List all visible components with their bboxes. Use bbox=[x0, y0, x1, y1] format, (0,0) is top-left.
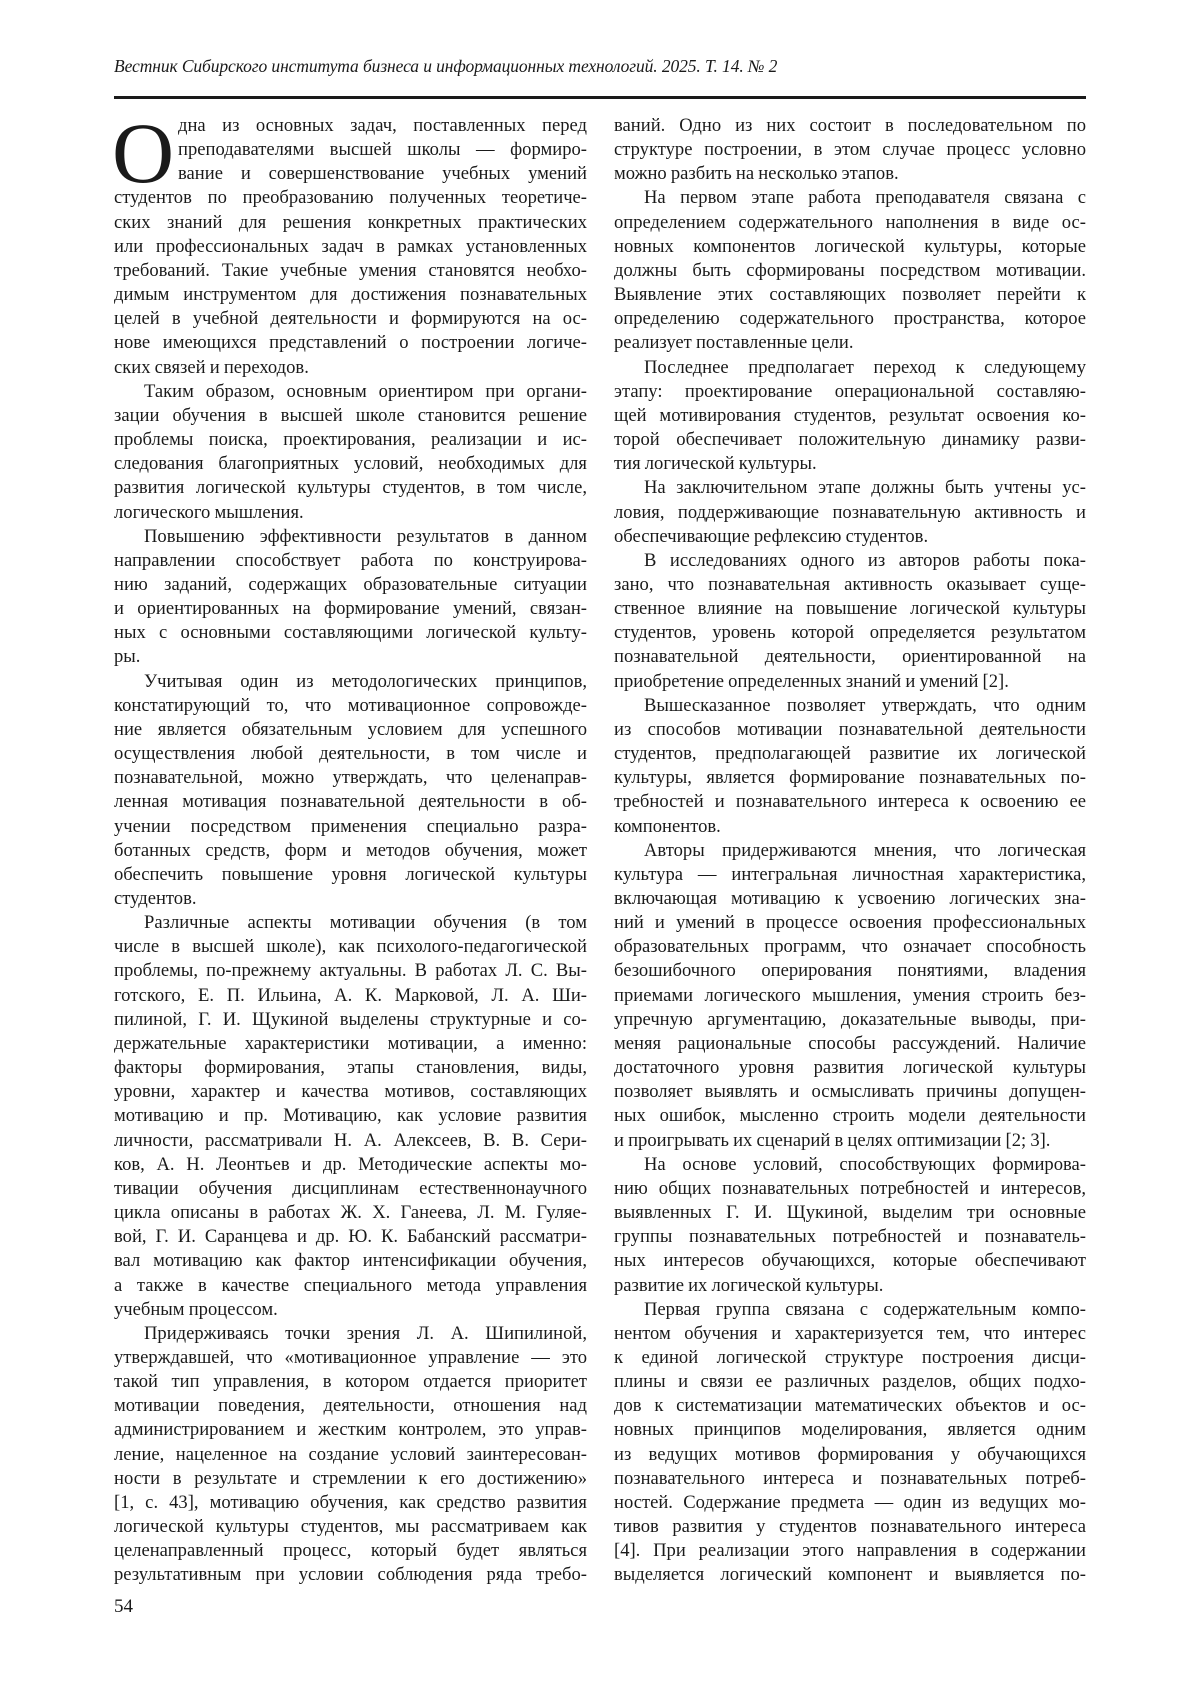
text-line: учении посредством применения специально разра- bbox=[114, 815, 587, 839]
text-line: обеспечивающие рефлексию студентов. bbox=[614, 525, 1086, 549]
text-line: приемами логического мышления, умения строить без- bbox=[614, 984, 1086, 1008]
text-line: ленная мотивация познавательной деятельности в об- bbox=[114, 790, 587, 814]
text-line: ных ошибок, мысленно строить модели деятельности bbox=[614, 1104, 1086, 1128]
text-line: меняя рациональные способы рассуждений. Наличие bbox=[614, 1032, 1086, 1056]
text-line: включающая мотивацию к усвоению логических зна- bbox=[614, 887, 1086, 911]
text-line: готского, Е. П. Ильина, А. К. Марковой, Л. А. Ши- bbox=[114, 984, 587, 1008]
text-line: к единой логической структуре построения дисци- bbox=[614, 1346, 1086, 1370]
text-line: На заключительном этапе должны быть учтены ус- bbox=[614, 476, 1086, 500]
text-line: результативным при условии соблюдения ряда требо- bbox=[114, 1563, 587, 1587]
journal-running-header: Вестник Сибирского института бизнеса и информационных технологий. 2025. Т. 14. № 2 bbox=[114, 56, 777, 77]
drop-cap: О bbox=[112, 110, 174, 196]
text-line: Вышесказанное позволяет утверждать, что одним bbox=[614, 694, 1086, 718]
text-line: познавательной деятельности, ориентированной на bbox=[614, 645, 1086, 669]
text-line: Выявление этих составляющих позволяет перейти к bbox=[614, 283, 1086, 307]
paragraph bbox=[114, 670, 587, 912]
text-line: ских связей и переходов. bbox=[114, 356, 587, 380]
text-line: щей мотивирования студентов, результат освоения ко- bbox=[614, 404, 1086, 428]
text-line: культуры, является формирование познавательных по- bbox=[614, 766, 1086, 790]
text-line: нове имеющихся представлений о построении логиче- bbox=[114, 331, 587, 355]
text-line: или профессиональных задач в рамках установленных bbox=[114, 235, 587, 259]
text-line: и проигрывать их сценарий в целях оптимизации [2; 3]. bbox=[614, 1129, 1086, 1153]
text-line: вой, Г. И. Саранцева и др. Ю. К. Бабанский рассматри- bbox=[114, 1225, 587, 1249]
text-line: ботанных средств, форм и методов обучения, может bbox=[114, 839, 587, 863]
paragraph bbox=[114, 1322, 587, 1588]
text-line: структуре построении, в этом случае процесс условно bbox=[614, 138, 1086, 162]
text-line: можно разбить на несколько этапов. bbox=[614, 162, 1086, 186]
text-line: тивов развития у студентов познавательного интереса bbox=[614, 1515, 1086, 1539]
text-line: следования благоприятных условий, необходимых для bbox=[114, 452, 587, 476]
paragraph bbox=[114, 525, 587, 670]
text-line: ний и умений в процессе освоения профессиональных bbox=[614, 911, 1086, 935]
text-line: обеспечить повышение уровня логической культуры bbox=[114, 863, 587, 887]
text-line: требностей и познавательного интереса к освоению ее bbox=[614, 790, 1086, 814]
paragraph bbox=[614, 356, 1086, 477]
text-line: реализует поставленные цели. bbox=[614, 331, 1086, 355]
text-line: Авторы придерживаются мнения, что логическая bbox=[614, 839, 1086, 863]
text-line: познавательного интереса и познавательных потреб- bbox=[614, 1467, 1086, 1491]
text-line: димым инструментом для достижения познавательных bbox=[114, 283, 587, 307]
text-line: зано, что познавательная активность оказывает суще- bbox=[614, 573, 1086, 597]
text-line: цикла описаны в работах Ж. Х. Ганеева, Л. М. Гуляе- bbox=[114, 1201, 587, 1225]
paragraph bbox=[614, 476, 1086, 548]
text-line: из способов мотивации познавательной деятельности bbox=[614, 718, 1086, 742]
paragraph bbox=[614, 114, 1086, 186]
text-line: новных принципов моделирования, является одним bbox=[614, 1418, 1086, 1442]
text-line: тивации обучения дисциплинам естественнонаучного bbox=[114, 1177, 587, 1201]
paragraph bbox=[614, 1153, 1086, 1298]
text-line: логической культуры студентов, мы рассматриваем как bbox=[114, 1515, 587, 1539]
text-line: проблемы поиска, проектирования, реализации и ис- bbox=[114, 428, 587, 452]
text-line: должны быть сформированы посредством мотивации. bbox=[614, 259, 1086, 283]
text-line: вал мотивацию как фактор интенсификации обучения, bbox=[114, 1249, 587, 1273]
text-line: администрированием и жестким контролем, это управ- bbox=[114, 1418, 587, 1442]
text-line: ности в результате и стремлении к его достижению» bbox=[114, 1467, 587, 1491]
text-line: этапу: проектирование операциональной составляю- bbox=[614, 380, 1086, 404]
text-line: учебным процессом. bbox=[114, 1298, 587, 1322]
text-line: ков, А. Н. Леонтьев и др. Методические аспекты мо- bbox=[114, 1153, 587, 1177]
text-line: Повышению эффективности результатов в данном bbox=[114, 525, 587, 549]
text-line: определению содержательного пространства, которое bbox=[614, 307, 1086, 331]
text-line: приобретение определенных знаний и умений [2]. bbox=[614, 670, 1086, 694]
text-line: упречную аргументацию, доказательные выводы, при- bbox=[614, 1008, 1086, 1032]
header-divider bbox=[114, 96, 1086, 99]
text-line: ских знаний для решения конкретных практических bbox=[114, 211, 587, 235]
text-line: требований. Такие учебные умения становятся необхо- bbox=[114, 259, 587, 283]
text-line: нию общих познавательных потребностей и интересов, bbox=[614, 1177, 1086, 1201]
text-line: ных интересов обучающихся, которые обеспечивают bbox=[614, 1249, 1086, 1273]
text-line: развития логической культуры студентов, в том числе, bbox=[114, 476, 587, 500]
paragraph bbox=[114, 114, 587, 380]
text-line: зации обучения в высшей школе становится решение bbox=[114, 404, 587, 428]
text-line: из ведущих мотивов формирования у обучающихся bbox=[614, 1443, 1086, 1467]
paragraph bbox=[114, 380, 587, 525]
text-line: плины и связи ее различных разделов, общих подхо- bbox=[614, 1370, 1086, 1394]
text-line: числе в высшей школе), как психолого-педагогической bbox=[114, 935, 587, 959]
text-line: пилиной, Г. И. Щукиной выделены структурные и со- bbox=[114, 1008, 587, 1032]
paragraph bbox=[614, 549, 1086, 694]
text-line: утверждавшей, что «мотивационное управление — это bbox=[114, 1346, 587, 1370]
text-line: и ориентированных на формирование умений, связан- bbox=[114, 597, 587, 621]
text-line: студентов. bbox=[114, 887, 587, 911]
text-line: достаточного уровня развития логической культуры bbox=[614, 1056, 1086, 1080]
page-number: 54 bbox=[114, 1596, 133, 1618]
text-line: ловия, поддерживающие познавательную активность и bbox=[614, 501, 1086, 525]
paragraph bbox=[114, 911, 587, 1322]
text-line: Последнее предполагает переход к следующему bbox=[614, 356, 1086, 380]
text-line: целенаправленный процесс, который будет являться bbox=[114, 1539, 587, 1563]
text-line: На основе условий, способствующих формирова- bbox=[614, 1153, 1086, 1177]
text-line: образовательных программ, что означает способность bbox=[614, 935, 1086, 959]
paragraph bbox=[614, 694, 1086, 839]
text-line: нентом обучения и характеризуется тем, что интерес bbox=[614, 1322, 1086, 1346]
paragraph bbox=[614, 1298, 1086, 1588]
text-line: личности, рассматривали Н. А. Алексеев, В. В. Сери- bbox=[114, 1129, 587, 1153]
text-line: осуществления любой деятельности, в том числе и bbox=[114, 742, 587, 766]
paragraph bbox=[614, 839, 1086, 1153]
text-line: дов к систематизации математических объектов и ос- bbox=[614, 1394, 1086, 1418]
text-line: [1, с. 43], мотивацию обучения, как средство развития bbox=[114, 1491, 587, 1515]
text-line: позволяет выявлять и осмысливать причины допущен- bbox=[614, 1080, 1086, 1104]
text-line: студентов, предполагающей развитие их логической bbox=[614, 742, 1086, 766]
text-line: ных с основными составляющими логической культу- bbox=[114, 621, 587, 645]
text-line: ние является обязательным условием для успешного bbox=[114, 718, 587, 742]
text-line: ление, нацеленное на создание условий заинтересован- bbox=[114, 1443, 587, 1467]
text-line: констатирующий то, что мотивационное сопровожде- bbox=[114, 694, 587, 718]
text-line: ностей. Содержание предмета — один из ведущих мо- bbox=[614, 1491, 1086, 1515]
text-column-right bbox=[614, 114, 1086, 1588]
text-line: В исследованиях одного из авторов работы пока- bbox=[614, 549, 1086, 573]
text-line: факторы формирования, этапы становления, виды, bbox=[114, 1056, 587, 1080]
text-line: нию заданий, содержащих образовательные ситуации bbox=[114, 573, 587, 597]
text-line: логического мышления. bbox=[114, 501, 587, 525]
text-line: ры. bbox=[114, 645, 587, 669]
text-line: выявленных Г. И. Щукиной, выделим три основные bbox=[614, 1201, 1086, 1225]
text-line: Учитывая один из методологических принципов, bbox=[114, 670, 587, 694]
text-line: целей в учебной деятельности и формируются на ос- bbox=[114, 307, 587, 331]
text-line: выделяется логический компонент и выявляется по- bbox=[614, 1563, 1086, 1587]
text-line: держательные характеристики мотивации, а именно: bbox=[114, 1032, 587, 1056]
text-line: познавательной, можно утверждать, что целенаправ- bbox=[114, 766, 587, 790]
text-line: такой тип управления, в котором отдается приоритет bbox=[114, 1370, 587, 1394]
text-line: вание и совершенствование учебных умений bbox=[114, 162, 587, 186]
text-line: студентов по преобразованию полученных теоретиче- bbox=[114, 186, 587, 210]
text-line: новных компонентов логической культуры, которые bbox=[614, 235, 1086, 259]
text-line: На первом этапе работа преподавателя связана с bbox=[614, 186, 1086, 210]
text-line: Таким образом, основным ориентиром при органи- bbox=[114, 380, 587, 404]
text-line: развитие их логической культуры. bbox=[614, 1274, 1086, 1298]
text-line: студентов, уровень которой определяется результатом bbox=[614, 621, 1086, 645]
text-line: уровни, характер и качества мотивов, составляющих bbox=[114, 1080, 587, 1104]
text-line: преподавателями высшей школы — формиро- bbox=[114, 138, 587, 162]
text-line: тия логической культуры. bbox=[614, 452, 1086, 476]
text-line: Различные аспекты мотивации обучения (в том bbox=[114, 911, 587, 935]
text-line: Первая группа связана с содержательным компо- bbox=[614, 1298, 1086, 1322]
text-line: проблемы, по-прежнему актуальны. В работах Л. С. Вы- bbox=[114, 959, 587, 983]
text-line: торой обеспечивает положительную динамику разви- bbox=[614, 428, 1086, 452]
text-line: ваний. Одно из них состоит в последовательном по bbox=[614, 114, 1086, 138]
paragraph bbox=[614, 186, 1086, 355]
text-column-left bbox=[114, 114, 587, 1588]
text-line: направлении способствует работа по конструирова- bbox=[114, 549, 587, 573]
text-line: культура — интегральная личностная характеристика, bbox=[614, 863, 1086, 887]
text-line: а также в качестве специального метода управления bbox=[114, 1274, 587, 1298]
text-line: группы познавательных потребностей и познаватель- bbox=[614, 1225, 1086, 1249]
text-line: мотивации поведения, деятельности, отношения над bbox=[114, 1394, 587, 1418]
text-line: определением содержательного наполнения в виде ос- bbox=[614, 211, 1086, 235]
text-line: компонентов. bbox=[614, 815, 1086, 839]
text-line: мотивацию и пр. Мотивацию, как условие развития bbox=[114, 1104, 587, 1128]
text-line: безошибочного оперирования понятиями, владения bbox=[614, 959, 1086, 983]
text-line: дна из основных задач, поставленных перед bbox=[114, 114, 587, 138]
text-line: Придерживаясь точки зрения Л. А. Шипилиной, bbox=[114, 1322, 587, 1346]
text-line: [4]. При реализации этого направления в содержании bbox=[614, 1539, 1086, 1563]
text-line: ственное влияние на повышение логической культуры bbox=[614, 597, 1086, 621]
